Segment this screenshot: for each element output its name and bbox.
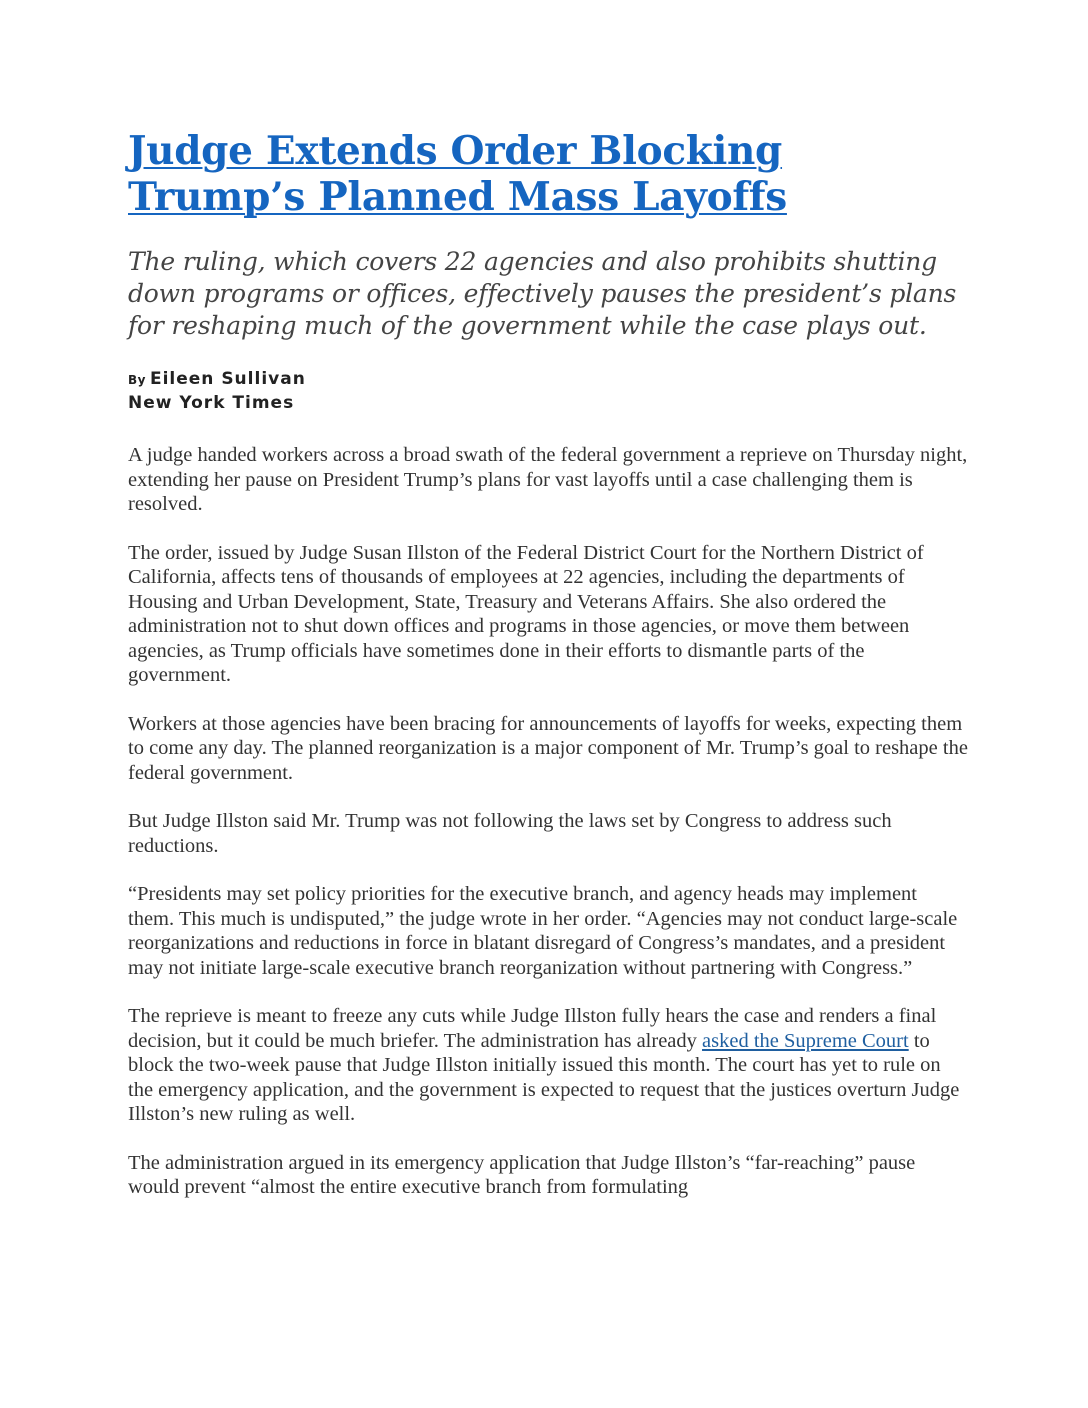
byline-author: Eileen Sullivan	[149, 369, 306, 389]
paragraph-3: Workers at those agencies have been bracing for announcements of layoffs for weeks, expecting them to come any day. The planned reorganization is a major component of Mr. Trump’s goal to reshape the federal government.	[128, 712, 968, 784]
article	[128, 128, 968, 1200]
supreme-court-link[interactable]: asked the Supreme Court	[702, 1029, 909, 1052]
paragraph-5: “Presidents may set policy priorities for the executive branch, and agency heads may implement them. This much is undisputed,” the judge wrote in her order. “Agencies may not conduct large-scale reorganizations and reductions in force in blatant disregard of Congress’s mandates, and a president may not initiate large-scale executive branch reorganization without partnering with Congress.”	[128, 883, 958, 979]
paragraph-4: But Judge Illston said Mr. Trump was not following the laws set by Congress to address such reductions.	[128, 810, 892, 857]
byline-publication: New York Times	[128, 393, 295, 413]
article-summary: The ruling, which covers 22 agencies and also prohibits shutting down programs or offices, effectively pauses the president’s plans for reshaping much of the government while the case plays out.	[128, 247, 957, 340]
paragraph-2: The order, issued by Judge Susan Illston of the Federal District Court for the Northern District of California, affects tens of thousands of employees at 22 agencies, including the departments of Housing and Urban Development, State, Treasury and Veterans Affairs. She also ordered the administration not to shut down offices and programs in those agencies, or move them between agencies, as Trump officials have sometimes done in their efforts to dismantle parts of the government.	[128, 541, 924, 686]
paragraph-6	[128, 1004, 968, 1127]
headline-line-2: Trump’s Planned Mass Layoffs	[128, 174, 787, 220]
paragraph-6-text-before: The reprieve is meant to freeze any cuts while Judge Illston fully hears the case and renders a final decision, but it could be much briefer. The administration has already	[128, 1005, 937, 1052]
paragraph-6-text-after: to block the two-week pause that Judge Illston initially issued this month. The court has yet to rule on the emergency application, and the government is expected to request that the justices overturn Judge Illston’s new ruling as well.	[128, 1029, 960, 1125]
headline-link[interactable]	[128, 128, 968, 220]
byline-by: By	[128, 373, 146, 387]
headline-line-1: Judge Extends Order Blocking	[128, 128, 783, 174]
byline-author-row	[128, 368, 968, 392]
headline	[128, 128, 968, 220]
paragraph-7: The administration argued in its emergency application that Judge Illston’s “far-reaching” pause would prevent “almost the entire executive branch from formulating	[128, 1151, 916, 1198]
article-body	[128, 443, 968, 1200]
paragraph-1: A judge handed workers across a broad swath of the federal government a reprieve on Thursday night, extending her pause on President Trump’s plans for vast layoffs until a case challenging them is resolved.	[128, 444, 968, 515]
byline	[128, 368, 968, 415]
